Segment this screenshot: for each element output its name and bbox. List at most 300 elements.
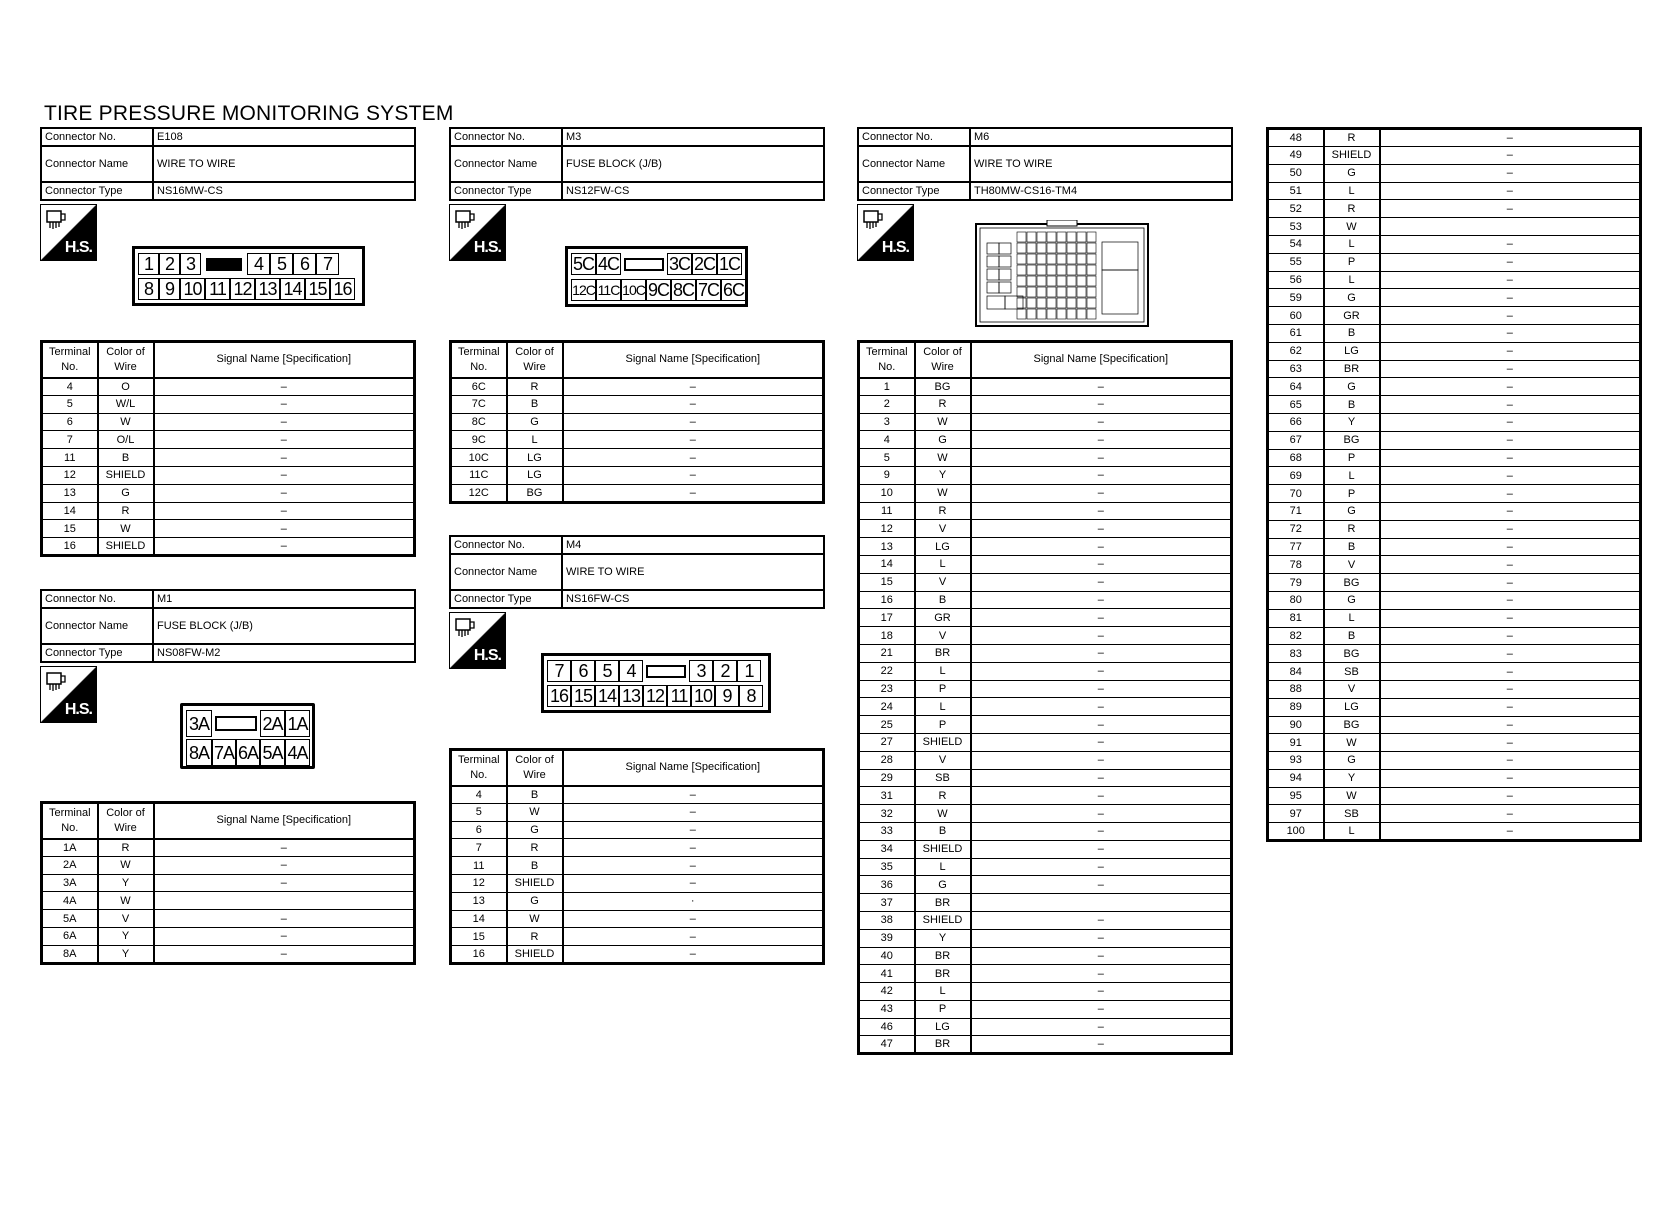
- terminal-cell: 39: [859, 929, 915, 947]
- terminal-cell: 52: [1268, 200, 1324, 218]
- color-cell: W: [915, 805, 971, 823]
- table-row: [859, 573, 1232, 591]
- color-cell: P: [915, 1000, 971, 1018]
- color-cell: V: [915, 627, 971, 645]
- signal-cell: –: [971, 484, 1232, 502]
- signal-cell: –: [563, 946, 824, 964]
- pin-5a: 5A: [260, 739, 285, 766]
- color-cell: V: [915, 751, 971, 769]
- connector-name-value: FUSE BLOCK (J/B): [562, 146, 824, 182]
- pin-14: 14: [595, 685, 619, 707]
- table-row: [1268, 769, 1641, 787]
- terminal-cell: 79: [1268, 574, 1324, 592]
- signal-cell: –: [971, 822, 1232, 840]
- terminal-cell: 34: [859, 840, 915, 858]
- signal-cell: –: [971, 716, 1232, 734]
- pin-14: 14: [280, 278, 305, 300]
- pin-13: 13: [255, 278, 280, 300]
- table-row: [451, 910, 824, 928]
- signal-cell: –: [1380, 431, 1641, 449]
- connector-no-value: E108: [153, 128, 415, 146]
- signal-cell: –: [1380, 680, 1641, 698]
- color-cell: L: [1324, 823, 1380, 841]
- color-cell: L: [1324, 182, 1380, 200]
- pin-2: 2: [159, 253, 180, 275]
- table-row: [1268, 431, 1641, 449]
- connector-face-m1: [180, 703, 315, 769]
- table-row: [1268, 627, 1641, 645]
- terminal-cell: 38: [859, 911, 915, 929]
- terminal-cell: 4A: [42, 892, 98, 910]
- table-row: [1268, 182, 1641, 200]
- connector-face-m3: [565, 246, 748, 307]
- connector-hand-icon: [44, 670, 68, 694]
- terminal-table-m3: [449, 340, 825, 504]
- terminal-cell: 60: [1268, 307, 1324, 325]
- table-row: [1268, 289, 1641, 307]
- terminal-table-m6: [857, 340, 1233, 1055]
- table-row: [859, 840, 1232, 858]
- color-header: Color of Wire: [507, 342, 563, 378]
- table-row: [859, 502, 1232, 520]
- signal-cell: –: [971, 698, 1232, 716]
- table-row: [1268, 307, 1641, 325]
- pin-7: 7: [547, 660, 571, 682]
- signal-cell: –: [971, 413, 1232, 431]
- signal-cell: –: [1380, 307, 1641, 325]
- signal-cell: –: [971, 787, 1232, 805]
- terminal-cell: 14: [42, 502, 98, 520]
- hs-label: H.S.: [64, 239, 92, 256]
- table-row: [42, 431, 415, 449]
- color-cell: SB: [1324, 663, 1380, 681]
- color-cell: B: [915, 591, 971, 609]
- terminal-table-e108: [40, 340, 416, 557]
- table-row: [859, 627, 1232, 645]
- signal-cell: –: [971, 840, 1232, 858]
- table-row: [859, 466, 1232, 484]
- color-cell: W: [1324, 734, 1380, 752]
- color-cell: R: [507, 839, 563, 857]
- signal-cell: –: [1380, 645, 1641, 663]
- connector-info: [857, 127, 1233, 201]
- terminal-cell: 12C: [451, 484, 507, 502]
- color-cell: B: [1324, 538, 1380, 556]
- pin-7c: 7C: [697, 280, 719, 300]
- table-row: [1268, 449, 1641, 467]
- table-row: [859, 1000, 1232, 1018]
- terminal-cell: 51: [1268, 182, 1324, 200]
- color-cell: B: [1324, 396, 1380, 414]
- terminal-cell: 63: [1268, 360, 1324, 378]
- table-row: [1268, 147, 1641, 165]
- signal-cell: –: [154, 449, 415, 467]
- terminal-cell: 95: [1268, 787, 1324, 805]
- pin-8: 8: [138, 278, 159, 300]
- signal-cell: –: [971, 929, 1232, 947]
- color-cell: BG: [915, 378, 971, 396]
- terminal-cell: 46: [859, 1018, 915, 1036]
- table-row: [1268, 823, 1641, 841]
- color-cell: W: [507, 803, 563, 821]
- color-cell: P: [1324, 449, 1380, 467]
- pin-6c: 6C: [722, 280, 744, 300]
- table-row: [1268, 734, 1641, 752]
- signal-cell: –: [1380, 289, 1641, 307]
- connector-name-value: WIRE TO WIRE: [153, 146, 415, 182]
- table-row: [859, 609, 1232, 627]
- wire-table: [449, 340, 825, 504]
- lock-tab-shape: [215, 716, 257, 731]
- signal-cell: –: [971, 1036, 1232, 1054]
- color-cell: R: [1324, 200, 1380, 218]
- signal-cell: –: [563, 857, 824, 875]
- pin-row-top: [138, 253, 339, 275]
- color-header: Color of Wire: [98, 803, 154, 839]
- terminal-cell: 56: [1268, 271, 1324, 289]
- color-cell: LG: [507, 449, 563, 467]
- table-row: [1268, 218, 1641, 236]
- terminal-cell: 16: [42, 538, 98, 556]
- signal-cell: –: [154, 910, 415, 928]
- color-cell: Y: [98, 927, 154, 945]
- terminal-cell: 17: [859, 609, 915, 627]
- terminal-cell: 8A: [42, 945, 98, 963]
- signal-cell: –: [154, 413, 415, 431]
- connector-type-value: NS16MW-CS: [153, 182, 415, 200]
- pin-12: 12: [643, 685, 667, 707]
- signal-cell: –: [971, 378, 1232, 396]
- signal-cell: –: [154, 927, 415, 945]
- signal-header: Signal Name [Specification]: [563, 342, 824, 378]
- color-cell: L: [1324, 235, 1380, 253]
- harness-side-icon: [857, 204, 914, 261]
- terminal-cell: 100: [1268, 823, 1324, 841]
- pin-3: 3: [180, 253, 201, 275]
- pin-1: 1: [737, 660, 761, 682]
- table-row: [859, 947, 1232, 965]
- pin-row-top: [547, 660, 761, 682]
- terminal-cell: 50: [1268, 164, 1324, 182]
- page-title: TIRE PRESSURE MONITORING SYSTEM: [44, 102, 454, 125]
- terminal-cell: 6C: [451, 378, 507, 396]
- signal-cell: –: [971, 876, 1232, 894]
- terminal-cell: 1: [859, 378, 915, 396]
- color-cell: G: [1324, 164, 1380, 182]
- color-cell: G: [1324, 591, 1380, 609]
- pin-6: 6: [293, 253, 316, 275]
- color-cell: W: [915, 449, 971, 467]
- terminal-cell: 43: [859, 1000, 915, 1018]
- color-cell: SHIELD: [507, 946, 563, 964]
- table-row: [859, 751, 1232, 769]
- terminal-cell: 11: [451, 857, 507, 875]
- wire-table: [857, 340, 1233, 1055]
- connector-name-label: Connector Name: [450, 554, 562, 590]
- pin-16: 16: [547, 685, 571, 707]
- terminal-cell: 8C: [451, 413, 507, 431]
- signal-cell: –: [154, 856, 415, 874]
- terminal-cell: 4: [451, 786, 507, 804]
- table-row: [451, 874, 824, 892]
- terminal-cell: 25: [859, 716, 915, 734]
- connector-name-value: WIRE TO WIRE: [970, 146, 1232, 182]
- pin-9c: 9C: [647, 280, 669, 300]
- terminal-no-header: Terminal No.: [451, 750, 507, 786]
- color-cell: W: [507, 910, 563, 928]
- signal-cell: –: [971, 1000, 1232, 1018]
- pin-row-bottom: [547, 685, 763, 707]
- terminal-cell: 9: [859, 466, 915, 484]
- signal-cell: –: [971, 858, 1232, 876]
- terminal-cell: 42: [859, 983, 915, 1001]
- terminal-cell: 7C: [451, 395, 507, 413]
- color-cell: R: [915, 787, 971, 805]
- color-cell: R: [1324, 129, 1380, 147]
- terminal-cell: 83: [1268, 645, 1324, 663]
- pin-11: 11: [667, 685, 691, 707]
- color-cell: L: [1324, 467, 1380, 485]
- pin-9: 9: [715, 685, 739, 707]
- terminal-cell: 5: [451, 803, 507, 821]
- signal-cell: –: [563, 378, 824, 396]
- table-row: [451, 821, 824, 839]
- connector-face-m6: [975, 220, 1150, 330]
- color-cell: G: [98, 484, 154, 502]
- signal-cell: –: [1380, 413, 1641, 431]
- signal-cell: –: [1380, 787, 1641, 805]
- color-cell: SB: [1324, 805, 1380, 823]
- color-cell: Y: [915, 466, 971, 484]
- terminal-cell: 28: [859, 751, 915, 769]
- connector-type-label: Connector Type: [858, 182, 970, 200]
- terminal-cell: 3A: [42, 874, 98, 892]
- signal-cell: –: [154, 839, 415, 857]
- terminal-cell: 22: [859, 662, 915, 680]
- table-row: [1268, 574, 1641, 592]
- table-row: [1268, 663, 1641, 681]
- terminal-cell: 35: [859, 858, 915, 876]
- table-row: [1268, 698, 1641, 716]
- signal-cell: –: [1380, 467, 1641, 485]
- terminal-cell: 49: [1268, 147, 1324, 165]
- lock-tab-shape: [624, 258, 664, 271]
- signal-cell: –: [971, 555, 1232, 573]
- color-header: Color of Wire: [98, 342, 154, 378]
- signal-cell: –: [971, 769, 1232, 787]
- terminal-cell: 4: [859, 431, 915, 449]
- signal-cell: –: [1380, 538, 1641, 556]
- color-cell: BR: [915, 894, 971, 912]
- hs-label: H.S.: [881, 239, 909, 256]
- table-row: [1268, 235, 1641, 253]
- pin-8a: 8A: [186, 739, 212, 766]
- connector-name-label: Connector Name: [41, 146, 153, 182]
- table-row: [1268, 413, 1641, 431]
- signal-cell: –: [1380, 502, 1641, 520]
- terminal-table-m1: [40, 801, 416, 965]
- terminal-cell: 7: [451, 839, 507, 857]
- connector-type-label: Connector Type: [41, 182, 153, 200]
- table-row: [1268, 360, 1641, 378]
- terminal-cell: 10: [859, 484, 915, 502]
- table-row: [859, 591, 1232, 609]
- table-row: [1268, 680, 1641, 698]
- color-cell: BG: [1324, 716, 1380, 734]
- harness-side-icon: [449, 204, 506, 261]
- terminal-cell: 97: [1268, 805, 1324, 823]
- pin-12c: 12C: [571, 279, 596, 301]
- connector-type-value: TH80MW-CS16-TM4: [970, 182, 1232, 200]
- table-row: [451, 466, 824, 484]
- color-cell: L: [915, 983, 971, 1001]
- signal-cell: –: [1380, 182, 1641, 200]
- table-row: [859, 733, 1232, 751]
- signal-cell: –: [1380, 716, 1641, 734]
- table-row: [859, 395, 1232, 413]
- color-cell: R: [507, 928, 563, 946]
- color-cell: BG: [1324, 645, 1380, 663]
- signal-cell: –: [154, 395, 415, 413]
- color-cell: O: [98, 378, 154, 396]
- terminal-cell: 41: [859, 965, 915, 983]
- signal-cell: –: [1380, 627, 1641, 645]
- color-cell: SB: [915, 769, 971, 787]
- pin-1: 1: [138, 253, 159, 275]
- color-cell: BR: [915, 644, 971, 662]
- connector-hand-icon: [453, 208, 477, 232]
- table-row: [42, 484, 415, 502]
- table-row: [1268, 129, 1641, 147]
- table-row: [451, 378, 824, 396]
- color-cell: W: [915, 413, 971, 431]
- connector-no-value: M6: [970, 128, 1232, 146]
- color-cell: G: [1324, 289, 1380, 307]
- color-cell: BR: [915, 947, 971, 965]
- terminal-cell: 70: [1268, 485, 1324, 503]
- table-row: [451, 946, 824, 964]
- terminal-cell: 29: [859, 769, 915, 787]
- signal-cell: –: [971, 733, 1232, 751]
- hs-label: H.S.: [64, 701, 92, 718]
- signal-cell: –: [154, 945, 415, 963]
- color-cell: W: [1324, 787, 1380, 805]
- signal-header: Signal Name [Specification]: [971, 342, 1232, 378]
- color-cell: Y: [915, 929, 971, 947]
- pin-10c: 10C: [621, 279, 646, 301]
- signal-cell: –: [971, 520, 1232, 538]
- terminal-cell: 67: [1268, 431, 1324, 449]
- color-cell: B: [507, 786, 563, 804]
- signal-cell: –: [1380, 698, 1641, 716]
- signal-cell: –: [1380, 574, 1641, 592]
- pin-row-top: [186, 710, 310, 737]
- signal-cell: –: [971, 965, 1232, 983]
- color-cell: L: [507, 431, 563, 449]
- table-row: [859, 716, 1232, 734]
- table-row: [42, 910, 415, 928]
- connector-no-value: M4: [562, 536, 824, 554]
- terminal-cell: 4: [42, 378, 98, 396]
- color-cell: V: [98, 910, 154, 928]
- terminal-cell: 84: [1268, 663, 1324, 681]
- signal-cell: –: [154, 520, 415, 538]
- pin-15: 15: [305, 278, 330, 300]
- signal-cell: –: [154, 431, 415, 449]
- color-cell: W: [98, 413, 154, 431]
- pin-2c: 2C: [693, 254, 715, 274]
- color-cell: W: [98, 856, 154, 874]
- color-cell: SHIELD: [915, 733, 971, 751]
- table-row: [859, 698, 1232, 716]
- color-cell: G: [507, 821, 563, 839]
- signal-cell: –: [971, 947, 1232, 965]
- color-cell: B: [1324, 324, 1380, 342]
- table-row: [1268, 396, 1641, 414]
- table-row: [1268, 164, 1641, 182]
- signal-cell: –: [971, 1018, 1232, 1036]
- signal-cell: –: [971, 609, 1232, 627]
- table-row: [1268, 485, 1641, 503]
- signal-cell: –: [971, 573, 1232, 591]
- table-row: [859, 858, 1232, 876]
- pin-1c: 1C: [718, 254, 740, 274]
- terminal-cell: 2A: [42, 856, 98, 874]
- color-cell: W/L: [98, 395, 154, 413]
- signal-cell: –: [154, 378, 415, 396]
- color-cell: W: [98, 520, 154, 538]
- color-cell: Y: [1324, 769, 1380, 787]
- table-row: [42, 502, 415, 520]
- harness-side-icon: [40, 204, 97, 261]
- color-cell: BG: [1324, 574, 1380, 592]
- terminal-cell: 64: [1268, 378, 1324, 396]
- table-row: [1268, 609, 1641, 627]
- table-row: [859, 538, 1232, 556]
- pin-4c: 4C: [597, 254, 619, 274]
- terminal-cell: 9C: [451, 431, 507, 449]
- table-row: [859, 787, 1232, 805]
- terminal-cell: 53: [1268, 218, 1324, 236]
- table-row: [859, 644, 1232, 662]
- terminal-cell: 31: [859, 787, 915, 805]
- table-row: [1268, 378, 1641, 396]
- lock-tab: [643, 660, 689, 682]
- signal-cell: –: [971, 680, 1232, 698]
- terminal-cell: 12: [451, 874, 507, 892]
- signal-cell: –: [563, 431, 824, 449]
- hs-label: H.S.: [473, 647, 501, 664]
- color-cell: R: [915, 395, 971, 413]
- signal-cell: –: [563, 449, 824, 467]
- table-row: [451, 928, 824, 946]
- signal-cell: –: [1380, 235, 1641, 253]
- color-cell: W: [98, 892, 154, 910]
- table-row: [1268, 556, 1641, 574]
- color-cell: P: [1324, 485, 1380, 503]
- color-cell: GR: [915, 609, 971, 627]
- pin-row-top: [571, 253, 742, 275]
- table-row: [42, 449, 415, 467]
- terminal-cell: 93: [1268, 752, 1324, 770]
- color-cell: SHIELD: [915, 911, 971, 929]
- wire-table: [449, 748, 825, 965]
- color-cell: LG: [1324, 342, 1380, 360]
- color-cell: Y: [1324, 413, 1380, 431]
- signal-cell: –: [1380, 769, 1641, 787]
- signal-cell: –: [971, 911, 1232, 929]
- table-row: [451, 395, 824, 413]
